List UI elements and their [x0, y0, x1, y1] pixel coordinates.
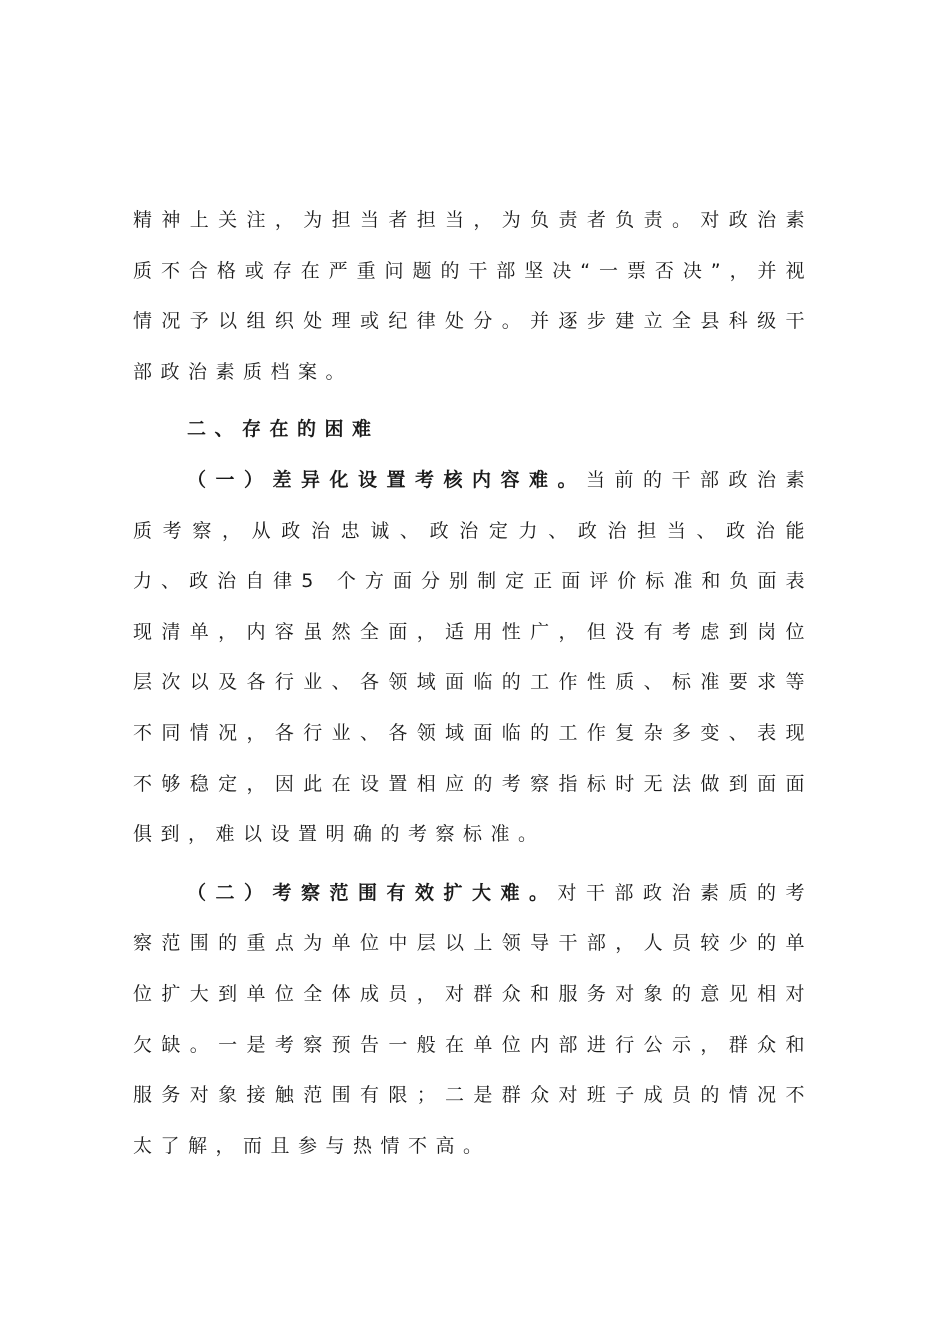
item-2-text: 对干部政治素质的考察范围的重点为单位中层以上领导干部，人员较少的单位扩大到单位全体成员，对群众和服务对象的意见相对欠缺。一是考察预告一般在单位内部进行公示，群众和服务对象接触范围有限；二是群众对班子成员的情况不太了解，而且参与热情不高。 [133, 881, 813, 1157]
paragraph-intro: 精神上关注，为担当者担当，为负责者负责。对政治素质不合格或存在严重问题的干部坚决“一票否决”，并视情况予以组织处理或纪律处分。并逐步建立全县科级干部政治素质档案。 [133, 209, 813, 383]
section-heading: 二、存在的困难 [187, 418, 380, 441]
document-body [133, 195, 813, 1171]
paragraph-item-1 [133, 455, 813, 860]
paragraph-item-2 [133, 868, 813, 1172]
item-1-text: 当前的干部政治素质考察，从政治忠诚、政治定力、政治担当、政治能力、政治自律5 个方面分别制定正面评价标准和负面表现清单，内容虽然全面，适用性广，但没有考虑到岗位层次以及各行业、各领域面临的工作性质、标准要求等不同情况，各行业、各领域面临的工作复杂多变、表现不够稳定，因此在设置相应的考察指标时无法做到面面俱到，难以设置明确的考察标准。 [133, 468, 813, 846]
item-1-lead: （一）差异化设置考核内容难。 [187, 468, 586, 491]
item-2-lead: （二）考察范围有效扩大难。 [187, 881, 558, 904]
